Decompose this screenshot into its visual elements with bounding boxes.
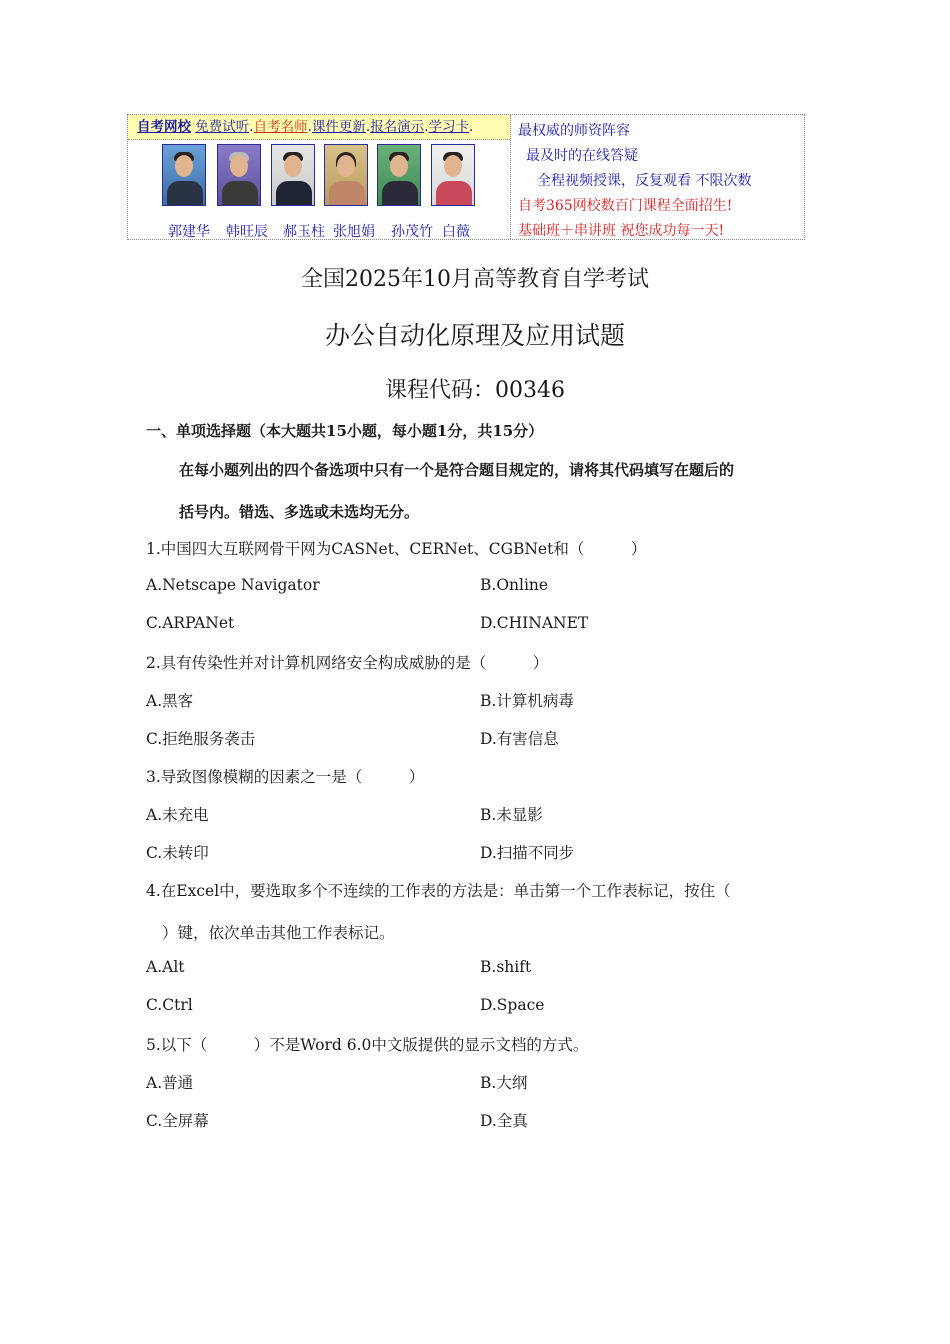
answer-option: C.拒绝服务袭击	[146, 730, 256, 748]
teacher-photo[interactable]	[377, 144, 421, 206]
answer-option: A.普通	[146, 1074, 194, 1092]
ad-link-bar	[128, 115, 510, 140]
study-card-link[interactable]: 学习卡	[428, 119, 469, 135]
answer-option: C.ARPANet	[146, 614, 235, 632]
separator: .	[365, 119, 371, 135]
separator: .	[468, 119, 474, 135]
separator: .	[249, 119, 254, 135]
answer-option: A.未充电	[146, 806, 209, 824]
ad-slogan: 最权威的师资阵容	[518, 123, 630, 139]
section-heading: 一、单项选择题（本大题共15小题，每小题1分，共15分）	[146, 422, 544, 440]
course-update-link[interactable]: 课件更新	[311, 119, 366, 135]
teacher-photo[interactable]	[324, 144, 368, 206]
teacher-photo[interactable]	[162, 144, 206, 206]
answer-option: D.扫描不同步	[480, 844, 575, 862]
teacher-name[interactable]: 张旭娟	[333, 224, 375, 240]
course-code	[0, 373, 950, 404]
ad-slogan: 全程视频授课，反复观看 不限次数	[537, 173, 752, 189]
question-stem-continued: ）键，依次单击其他工作表标记。	[162, 924, 395, 942]
teacher-name[interactable]: 孙茂竹	[391, 224, 433, 240]
answer-option: D.Space	[480, 996, 545, 1014]
teacher-name[interactable]: 韩旺辰	[226, 224, 268, 240]
answer-option: C.未转印	[146, 844, 209, 862]
ad-slogans-panel	[511, 115, 804, 239]
teacher-photo[interactable]	[271, 144, 315, 206]
free-trial-link[interactable]: 免费试听	[195, 119, 250, 135]
course-code-value: 00346	[495, 378, 565, 403]
question-stem: 2.具有传染性并对计算机网络安全构成威胁的是（ ）	[146, 654, 549, 672]
answer-option: B.Online	[480, 576, 549, 594]
answer-option: A.Alt	[146, 958, 185, 976]
answer-option: D.有害信息	[480, 730, 559, 748]
answer-option: A.Netscape Navigator	[146, 576, 320, 594]
answer-option: C.全屏幕	[146, 1112, 209, 1130]
paper-title: 办公自动化原理及应用试题	[324, 321, 625, 350]
section-instruction: 括号内。错选、多选或未选均无分。	[179, 503, 420, 521]
exam-title: 全国2025年10月高等教育自学考试	[301, 267, 649, 292]
teacher-name[interactable]: 郝玉柱	[283, 224, 325, 240]
question-stem: 1.中国四大互联网骨干网为CASNet、CERNet、CGBNet和（ ）	[146, 540, 647, 558]
advertisement-banner	[127, 114, 805, 240]
separator: .	[307, 119, 312, 135]
ad-teachers-panel	[128, 115, 511, 239]
answer-option: B.shift	[480, 958, 532, 976]
answer-option: B.计算机病毒	[480, 692, 574, 710]
teacher-photo[interactable]	[431, 144, 475, 206]
teacher-photo[interactable]	[217, 144, 261, 206]
teacher-name[interactable]: 郭建华	[168, 224, 210, 240]
teacher-name[interactable]: 白薇	[442, 224, 470, 240]
course-code-label: 课程代码：	[384, 378, 495, 403]
answer-option: C.Ctrl	[146, 996, 193, 1014]
question-stem: 3.导致图像模糊的因素之一是（ ）	[146, 768, 425, 786]
ad-promo[interactable]: 基础班＋串讲班 祝您成功每一天!	[518, 223, 725, 239]
famous-teachers-link[interactable]: 自考名师	[253, 119, 308, 135]
answer-option: B.大纲	[480, 1074, 528, 1092]
question-stem: 4.在Excel中，要选取多个不连续的工作表的方法是：单击第一个工作表标记，按住（	[146, 882, 731, 900]
answer-option: D.CHINANET	[480, 614, 589, 632]
brand-link[interactable]: 自考网校	[137, 119, 191, 135]
question-stem: 5.以下（ ）不是Word 6.0中文版提供的显示文档的方式。	[146, 1036, 589, 1054]
separator: .	[424, 119, 429, 135]
answer-option: A.黑客	[146, 692, 194, 710]
ad-slogan: 最及时的在线答疑	[526, 148, 638, 164]
answer-option: D.全真	[480, 1112, 528, 1130]
section-instruction: 在每小题列出的四个备选项中只有一个是符合题目规定的，请将其代码填写在题后的	[179, 461, 735, 479]
signup-demo-link[interactable]: 报名演示	[370, 119, 425, 135]
ad-promo[interactable]: 自考365网校数百门课程全面招生!	[518, 198, 733, 214]
answer-option: B.未显影	[480, 806, 543, 824]
